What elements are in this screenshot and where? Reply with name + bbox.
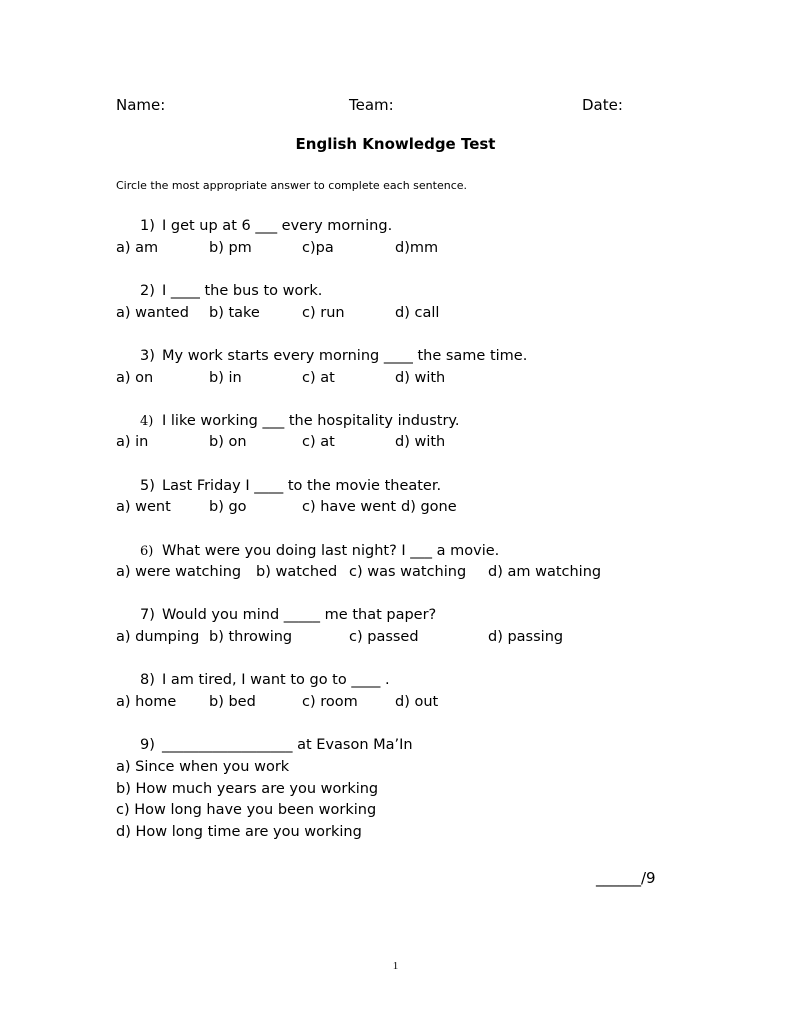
option-d[interactable]: d) passing	[488, 629, 564, 645]
option-c[interactable]: c) How long have you been working	[116, 802, 377, 818]
page-title: English Knowledge Test	[295, 135, 496, 153]
question-1	[140, 218, 392, 234]
question-text: My work starts every morning ____ the same time.	[162, 348, 528, 364]
question-text: What were you doing last night? I ___ a movie.	[162, 543, 500, 559]
option-c[interactable]: c) have went	[302, 499, 397, 515]
option-d[interactable]: d) am watching	[488, 564, 602, 580]
question-number: 6)	[140, 544, 154, 559]
question-text: I ____ the bus to work.	[162, 283, 323, 299]
question-number: 1)	[140, 218, 155, 234]
option-a[interactable]: a) wanted	[116, 305, 189, 321]
option-d[interactable]: d) call	[395, 305, 440, 321]
question-number: 4)	[140, 414, 154, 429]
question-text: Would you mind _____ me that paper?	[162, 607, 437, 623]
question-text: I get up at 6 ___ every morning.	[162, 218, 393, 234]
question-2	[140, 283, 322, 299]
option-a[interactable]: a) am	[116, 240, 159, 256]
option-d[interactable]: d) gone	[401, 499, 457, 515]
option-c[interactable]: c) passed	[349, 629, 419, 645]
option-b[interactable]: b) How much years are you working	[116, 781, 379, 797]
question-8	[140, 672, 390, 688]
question-number: 7)	[140, 607, 155, 623]
option-c[interactable]: c) was watching	[349, 564, 467, 580]
question-7	[140, 607, 436, 623]
option-c[interactable]: c) at	[302, 370, 335, 386]
option-a[interactable]: a) in	[116, 434, 149, 450]
name-label: Name:	[116, 96, 166, 114]
question-3	[140, 348, 527, 364]
option-b[interactable]: b) in	[209, 370, 242, 386]
option-a[interactable]: a) home	[116, 694, 177, 710]
question-5	[140, 478, 441, 494]
question-number: 8)	[140, 672, 155, 688]
option-c[interactable]: c) room	[302, 694, 358, 710]
option-b[interactable]: b) watched	[256, 564, 338, 580]
page-number: 1	[392, 960, 399, 972]
question-4	[140, 413, 460, 429]
option-a[interactable]: a) on	[116, 370, 154, 386]
option-c[interactable]: c) run	[302, 305, 345, 321]
question-text: Last Friday I ____ to the movie theater.	[162, 478, 442, 494]
option-c[interactable]: c) at	[302, 434, 335, 450]
question-number: 2)	[140, 283, 155, 299]
option-d[interactable]: d)mm	[395, 240, 439, 256]
question-9	[140, 737, 413, 753]
option-a[interactable]: a) went	[116, 499, 171, 515]
option-b[interactable]: b) throwing	[209, 629, 293, 645]
question-number: 9)	[140, 737, 155, 753]
option-d[interactable]: d) with	[395, 434, 446, 450]
option-d[interactable]: d) How long time are you working	[116, 824, 362, 840]
instructions: Circle the most appropriate answer to complete each sentence.	[116, 179, 468, 192]
score-field: ______/9	[596, 869, 656, 887]
option-b[interactable]: b) go	[209, 499, 247, 515]
question-text: I like working ___ the hospitality industry.	[162, 413, 460, 429]
option-d[interactable]: d) out	[395, 694, 439, 710]
option-b[interactable]: b) on	[209, 434, 247, 450]
date-label: Date:	[582, 96, 623, 114]
option-b[interactable]: b) take	[209, 305, 260, 321]
question-number: 5)	[140, 478, 155, 494]
option-a[interactable]: a) Since when you work	[116, 759, 290, 775]
question-6	[140, 543, 499, 559]
question-number: 3)	[140, 348, 155, 364]
option-a[interactable]: a) dumping	[116, 629, 200, 645]
option-d[interactable]: d) with	[395, 370, 446, 386]
team-label: Team:	[349, 96, 394, 114]
question-text: __________________ at Evason Ma’In	[162, 737, 413, 753]
option-b[interactable]: b) pm	[209, 240, 252, 256]
option-a[interactable]: a) were watching	[116, 564, 242, 580]
option-b[interactable]: b) bed	[209, 694, 256, 710]
question-text: I am tired, I want to go to ____ .	[162, 672, 390, 688]
option-c[interactable]: c)pa	[302, 240, 334, 256]
